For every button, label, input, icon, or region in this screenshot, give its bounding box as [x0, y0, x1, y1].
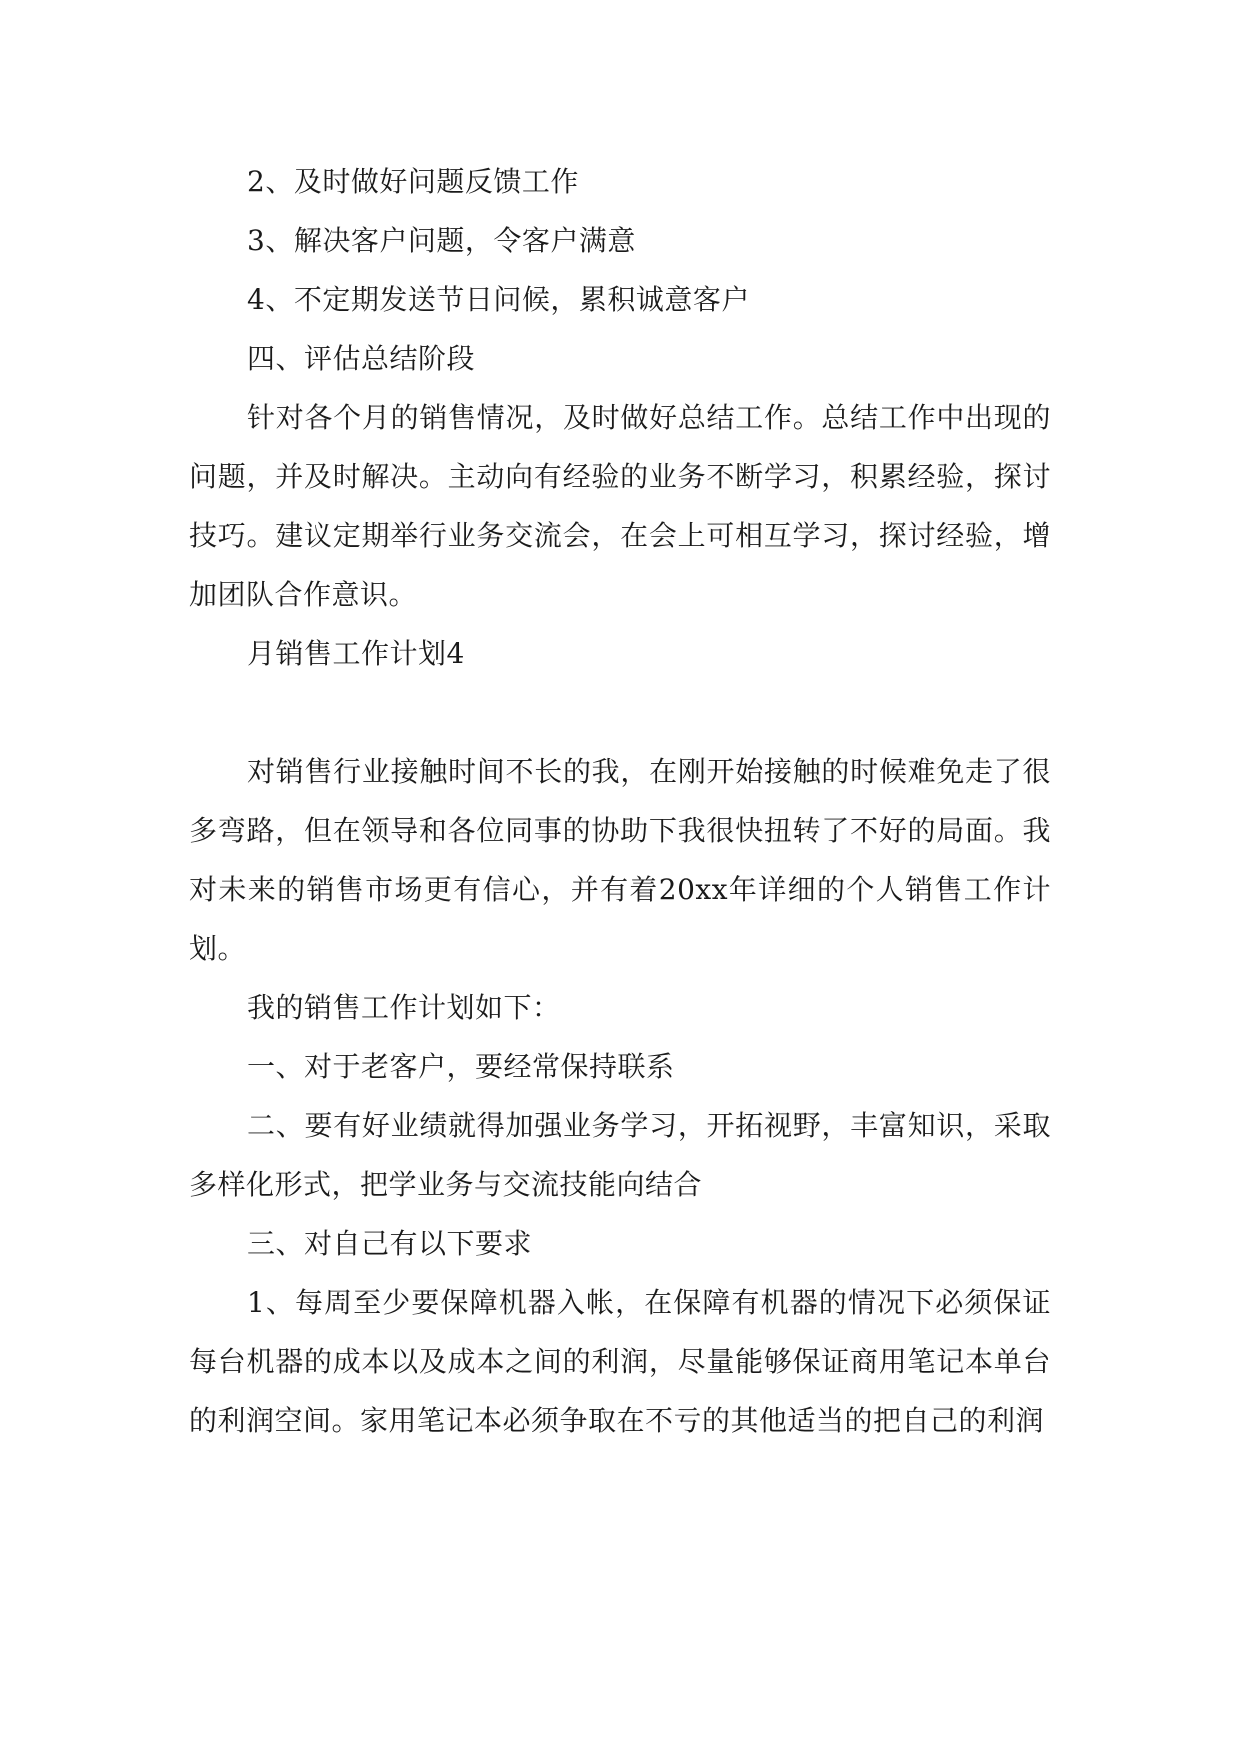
list-item-4: 4、不定期发送节日问候，累积诚意客户 — [247, 283, 750, 316]
section-heading-evaluation: 四、评估总结阶段 — [247, 342, 476, 375]
document-body — [189, 152, 1051, 1450]
paragraph-intro: 对销售行业接触时间不长的我，在刚开始接触的时候难免走了很多弯路，但在领导和各位同事的协助下我很快扭转了不好的局面。我对未来的销售市场更有信心，并有着20xx年详细的个人销售工作计划。 — [189, 755, 1051, 965]
section-title-plan-4: 月销售工作计划4 — [247, 637, 465, 670]
list-item-2: 2、及时做好问题反馈工作 — [247, 165, 579, 198]
list-item-three: 三、对自己有以下要求 — [247, 1227, 533, 1260]
list-item-two: 二、要有好业绩就得加强业务学习，开拓视野，丰富知识，采取多样化形式，把学业务与交流技能向结合 — [189, 1109, 1051, 1201]
paragraph-plan-intro: 我的销售工作计划如下： — [247, 991, 561, 1024]
blank-line — [189, 683, 1051, 742]
list-item-sub-1: 1、每周至少要保障机器入帐，在保障有机器的情况下必须保证每台机器的成本以及成本之间的利润，尽量能够保证商用笔记本单台的利润空间。家用笔记本必须争取在不亏的其他适当的把自己的利润 — [189, 1286, 1051, 1437]
paragraph-summary: 针对各个月的销售情况，及时做好总结工作。总结工作中出现的问题，并及时解决。主动向有经验的业务不断学习，积累经验，探讨技巧。建议定期举行业务交流会，在会上可相互学习，探讨经验，增加团队合作意识。 — [189, 401, 1051, 611]
list-item-one: 一、对于老客户，要经常保持联系 — [247, 1050, 675, 1083]
list-item-3: 3、解决客户问题，令客户满意 — [247, 224, 636, 257]
